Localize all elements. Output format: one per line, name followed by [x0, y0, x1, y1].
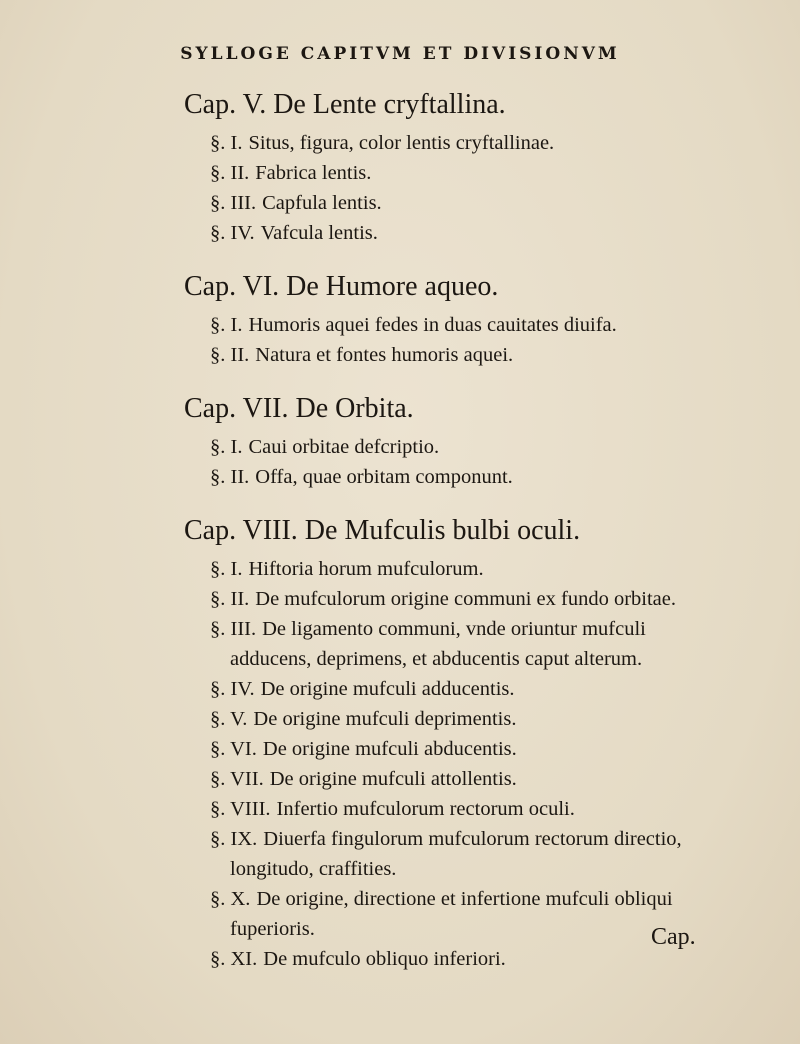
section-mark: §. IV.	[210, 678, 255, 700]
section-entry	[192, 944, 712, 974]
section-entry	[192, 218, 712, 248]
section-entry	[192, 584, 712, 614]
chapter-block	[184, 86, 712, 248]
section-mark: §. X.	[210, 888, 251, 910]
section-text: Humoris aquei fedes in duas cauitates diuifa.	[248, 314, 617, 336]
section-entry	[192, 674, 712, 704]
section-mark: §. II.	[210, 588, 250, 610]
section-text: De origine mufculi abducentis.	[262, 738, 517, 760]
section-text: Infertio mufculorum rectorum oculi.	[276, 798, 575, 820]
section-text: Hiftoria horum mufculorum.	[248, 558, 484, 580]
section-mark: §. III.	[210, 618, 257, 640]
section-entry	[192, 158, 712, 188]
section-mark: §. II.	[210, 344, 250, 366]
chapter-block	[184, 268, 712, 370]
section-entry	[192, 340, 712, 370]
section-mark: §. VIII.	[210, 798, 271, 820]
section-mark: §. I.	[210, 558, 243, 580]
section-text: De mufculo obliquo inferiori.	[263, 948, 506, 970]
catchword: Cap.	[651, 924, 696, 950]
section-entry	[192, 794, 712, 824]
section-entry	[192, 884, 712, 944]
section-entry	[192, 432, 712, 462]
section-entry	[192, 128, 712, 158]
section-mark: §. XI.	[210, 948, 258, 970]
section-text: De origine mufculi attollentis.	[269, 768, 517, 790]
section-mark: §. I.	[210, 132, 243, 154]
section-entry	[192, 462, 712, 492]
section-entry	[192, 554, 712, 584]
running-head: SYLLOGE CAPITVM ET DIVISIONVM	[180, 44, 620, 64]
section-mark: §. IX.	[210, 828, 258, 850]
section-entry	[192, 188, 712, 218]
section-mark: §. III.	[210, 192, 257, 214]
chapter-title: Cap. VIII. De Mufculis bulbi oculi.	[184, 515, 581, 546]
chapter-title: Cap. VI. De Humore aqueo.	[184, 271, 499, 302]
section-entry	[192, 704, 712, 734]
section-entry	[192, 310, 712, 340]
section-text: Situs, figura, color lentis cryftallinae.	[248, 132, 555, 154]
section-text: Offa, quae orbitam componunt.	[255, 466, 513, 488]
section-mark: §. VI.	[210, 738, 257, 760]
section-text: De origine mufculi adducentis.	[260, 678, 515, 700]
section-mark: §. IV.	[210, 222, 255, 244]
chapter-block	[184, 512, 712, 974]
section-text: De origine, directione et infertione mufculi obliqui fuperioris.	[230, 888, 673, 940]
section-text: Vafcula lentis.	[260, 222, 378, 244]
section-text: De ligamento communi, vnde oriuntur mufculi adducens, deprimens, et abducentis caput alterum.	[230, 618, 646, 670]
section-entry	[192, 734, 712, 764]
table-of-contents	[184, 86, 712, 994]
chapter-block	[184, 390, 712, 492]
chapter-title: Cap. V. De Lente cryftallina.	[184, 89, 506, 120]
section-text: Fabrica lentis.	[255, 162, 372, 184]
section-entry	[192, 824, 712, 884]
section-mark: §. VII.	[210, 768, 264, 790]
section-mark: §. I.	[210, 314, 243, 336]
section-entry	[192, 614, 712, 674]
section-text: De mufculorum origine communi ex fundo orbitae.	[255, 588, 676, 610]
section-text: Natura et fontes humoris aquei.	[255, 344, 514, 366]
section-text: Capfula lentis.	[262, 192, 382, 214]
section-mark: §. II.	[210, 466, 250, 488]
section-mark: §. I.	[210, 436, 243, 458]
section-text: Diuerfa fingulorum mufculorum rectorum directio, longitudo, craffities.	[230, 828, 682, 880]
section-text: Caui orbitae defcriptio.	[248, 436, 440, 458]
section-entry	[192, 764, 712, 794]
chapter-title: Cap. VII. De Orbita.	[184, 393, 414, 424]
section-mark: §. II.	[210, 162, 250, 184]
section-mark: §. V.	[210, 708, 248, 730]
section-text: De origine mufculi deprimentis.	[253, 708, 517, 730]
